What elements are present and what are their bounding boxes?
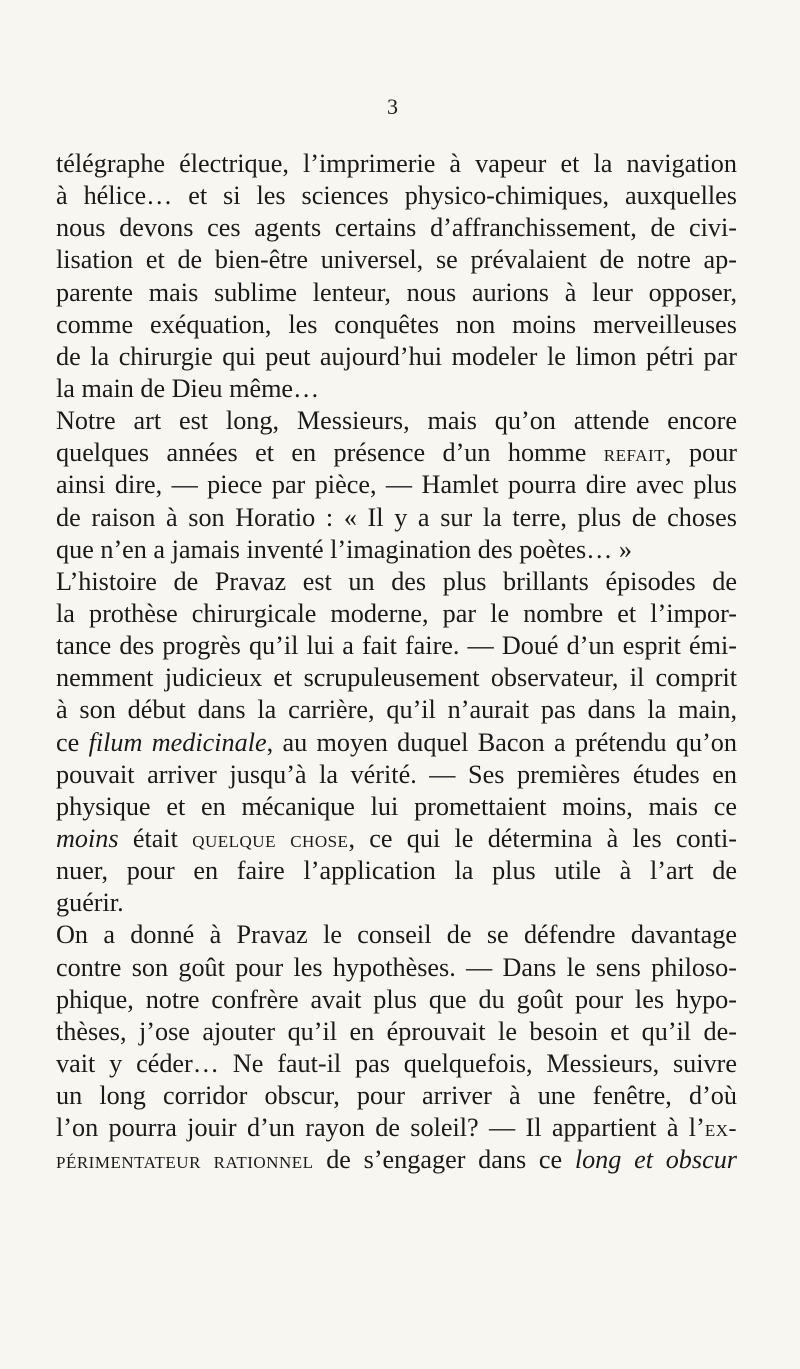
text-line: télégraphe électrique, l’imprimerie à vapeur et la navigation <box>56 149 737 178</box>
text-line: à son début dans la carrière, qu’il n’aurait pas dans la main, <box>56 695 737 725</box>
text-line: nous devons ces agents certains d’affranchissement, de civi- <box>56 213 737 243</box>
text-line: thèses, j’ose ajouter qu’il en éprouvait le besoin et qu’il de- <box>56 1016 737 1046</box>
small-caps-text: périmentateur rationnel <box>56 1148 314 1175</box>
text-line: de raison à son Horatio : « Il y a sur la terre, plus de choses <box>56 502 737 532</box>
text-line: vait y céder… Ne faut-il pas quelquefois, Messieurs, suivre <box>56 1048 737 1078</box>
text-line-mixed <box>56 1112 737 1144</box>
page-number: 3 <box>387 94 398 119</box>
text-segment: , ce qui le détermina à les conti- <box>348 823 738 853</box>
text-line: tance des progrès qu’il lui a fait faire. — Doué d’un esprit émi- <box>56 631 737 661</box>
text-line: ainsi dire, — piece par pièce, — Hamlet pourra dire avec plus <box>56 470 737 500</box>
italic-text: moins <box>56 823 119 853</box>
text-segment: ce <box>56 727 89 757</box>
small-caps-text: refait <box>603 441 666 468</box>
text-line-mixed <box>56 823 737 855</box>
text-line: nuer, pour en faire l’application la plus utile à l’art de <box>56 856 737 886</box>
text-line: pouvait arriver jusqu’à la vérité. — Ses premières études en <box>56 759 737 789</box>
small-caps-text: ex- <box>704 1116 737 1143</box>
text-line: Notre art est long, Messieurs, mais qu’on attende encore <box>56 406 737 436</box>
text-line: On a donné à Pravaz le conseil de se défendre davantage <box>56 920 737 950</box>
text-segment: de s’engager dans ce <box>313 1145 575 1175</box>
text-line: parente mais sublime lenteur, nous aurions à leur opposer, <box>56 277 737 307</box>
text-line-mixed <box>56 727 737 759</box>
small-caps-text: quelque chose <box>192 826 349 853</box>
text-line: phique, notre confrère avait plus que du goût pour les hypo- <box>56 984 737 1014</box>
text-line: à hélice… et si les sciences physico-chimiques, auxquelles <box>56 181 737 211</box>
italic-text: long et obscur <box>574 1145 737 1175</box>
text-line: comme exéquation, les conquêtes non moins merveilleuses <box>56 309 737 339</box>
text-line-mixed <box>56 1144 737 1176</box>
text-line: guérir. <box>56 888 124 918</box>
italic-text: filum medicinale <box>88 727 267 757</box>
text-line-mixed <box>56 437 737 469</box>
text-line: lisation et de bien-être universel, se prévalaient de notre ap- <box>56 245 737 275</box>
body-text <box>56 148 737 1177</box>
text-segment: , au moyen duquel Bacon a prétendu qu’on <box>266 727 737 757</box>
text-segment: quelques années et en présence d’un homme <box>56 438 604 468</box>
text-line: nemment judicieux et scrupuleusement observateur, il comprit <box>56 663 737 693</box>
text-segment: était <box>118 823 193 853</box>
text-segment: , pour <box>665 438 737 468</box>
text-line: un long corridor obscur, pour arriver à une fenêtre, d’où <box>56 1081 737 1111</box>
text-line: L’histoire de Pravaz est un des plus brillants épisodes de <box>56 566 737 596</box>
text-line: la prothèse chirurgicale moderne, par le nombre et l’impor- <box>56 598 737 628</box>
text-line: que n’en a jamais inventé l’imagination des poètes… » <box>56 534 632 564</box>
text-line: la main de Dieu même… <box>56 373 320 403</box>
text-line: physique et en mécanique lui promettaient moins, mais ce <box>56 791 737 821</box>
text-line: contre son goût pour les hypothèses. — Dans le sens philoso- <box>56 952 737 982</box>
text-line: de la chirurgie qui peut aujourd’hui modeler le limon pétri par <box>56 341 737 371</box>
text-segment: l’on pourra jouir d’un rayon de soleil? — Il appartient à l’ <box>56 1113 705 1143</box>
